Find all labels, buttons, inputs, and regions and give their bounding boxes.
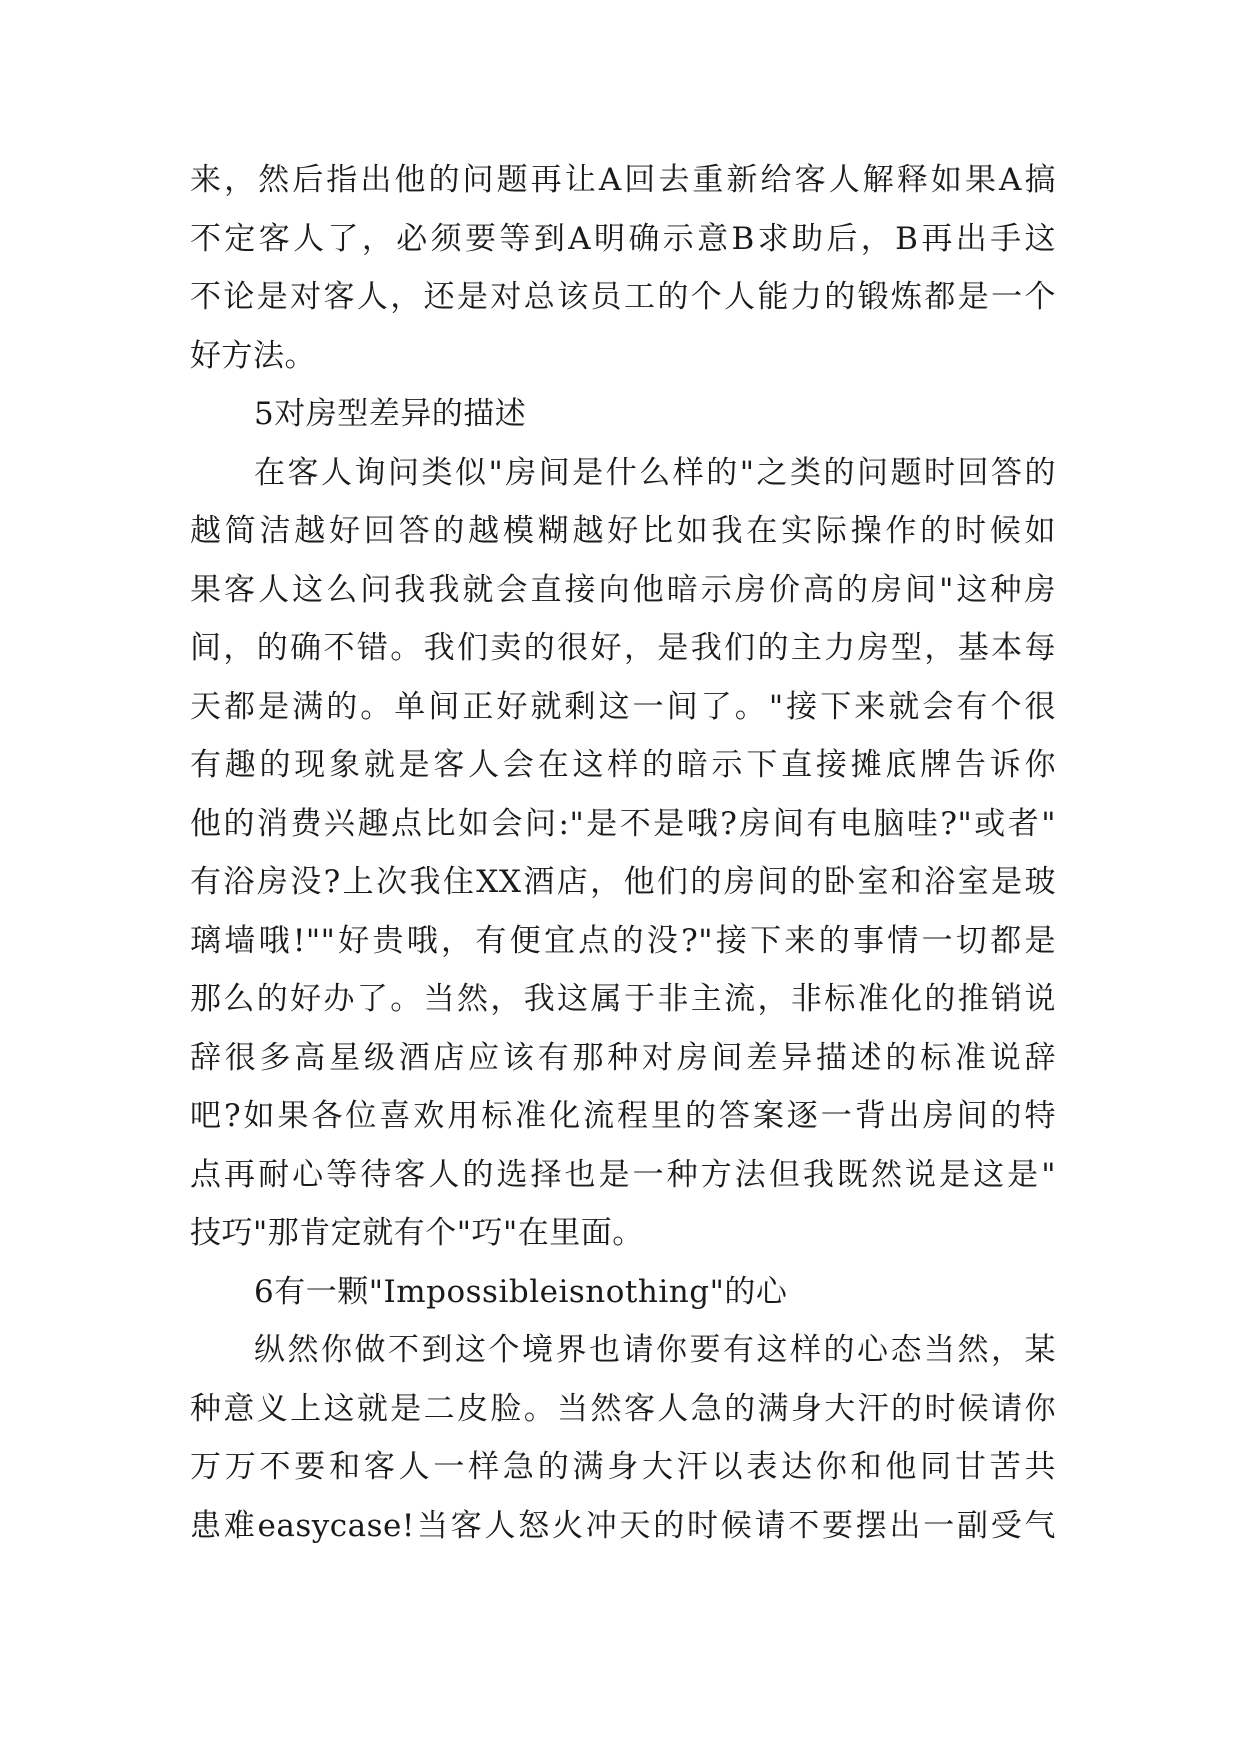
- text-line: 患难easycase!当客人怒火冲天的时候请不要摆出一副受气: [190, 1507, 1056, 1544]
- text-line: 来，然后指出他的问题再让A回去重新给客人解释如果A搞: [190, 162, 1056, 198]
- text-line: 果客人这么问我我就会直接向他暗示房价高的房间"这种房: [190, 571, 1056, 608]
- section-heading-5: 5对房型差异的描述: [254, 396, 527, 432]
- text-line: 好方法。: [190, 337, 316, 374]
- text-line: 他的消费兴趣点比如会问:"是不是哦?房间有电脑哇?"或者": [190, 805, 1056, 842]
- text-line: 纵然你做不到这个境界也请你要有这样的心态当然，某: [254, 1332, 1056, 1368]
- text-line: 点再耐心等待客人的选择也是一种方法但我既然说是这是": [190, 1156, 1056, 1193]
- text-line: 在客人询问类似"房间是什么样的"之类的问题时回答的: [254, 454, 1056, 491]
- text-line: 那么的好办了。当然，我这属于非主流，非标准化的推销说: [190, 981, 1056, 1017]
- text-line: 种意义上这就是二皮脸。当然客人急的满身大汗的时候请你: [190, 1390, 1056, 1427]
- text-line: 有浴房没?上次我住XX酒店，他们的房间的卧室和浴室是玻: [190, 864, 1056, 900]
- document-body: [190, 151, 1056, 1555]
- text-line: 天都是满的。单间正好就剩这一间了。"接下来就会有个很: [190, 688, 1056, 725]
- text-line: 有趣的现象就是客人会在这样的暗示下直接摊底牌告诉你: [190, 747, 1056, 783]
- text-line: 技巧"那肯定就有个"巧"在里面。: [190, 1215, 644, 1251]
- text-line: 不定客人了，必须要等到A明确示意B求助后，B再出手这: [190, 220, 1056, 257]
- text-line: 不论是对客人，还是对总该员工的个人能力的锻炼都是一个: [190, 279, 1056, 315]
- text-line: 间，的确不错。我们卖的很好，是我们的主力房型，基本每: [190, 630, 1056, 666]
- text-line: 吧?如果各位喜欢用标准化流程里的答案逐一背出房间的特: [190, 1098, 1056, 1134]
- text-line: 辞很多高星级酒店应该有那种对房间差异描述的标准说辞: [190, 1039, 1056, 1076]
- text-line: 万万不要和客人一样急的满身大汗以表达你和他同甘苦共: [190, 1449, 1056, 1485]
- text-line: 璃墙哦!""好贵哦，有便宜点的没?"接下来的事情一切都是: [190, 922, 1056, 959]
- section-heading-6: 6有一颗"Impossibleisnothing"的心: [254, 1273, 788, 1310]
- text-line: 越简洁越好回答的越模糊越好比如我在实际操作的时候如: [190, 513, 1056, 549]
